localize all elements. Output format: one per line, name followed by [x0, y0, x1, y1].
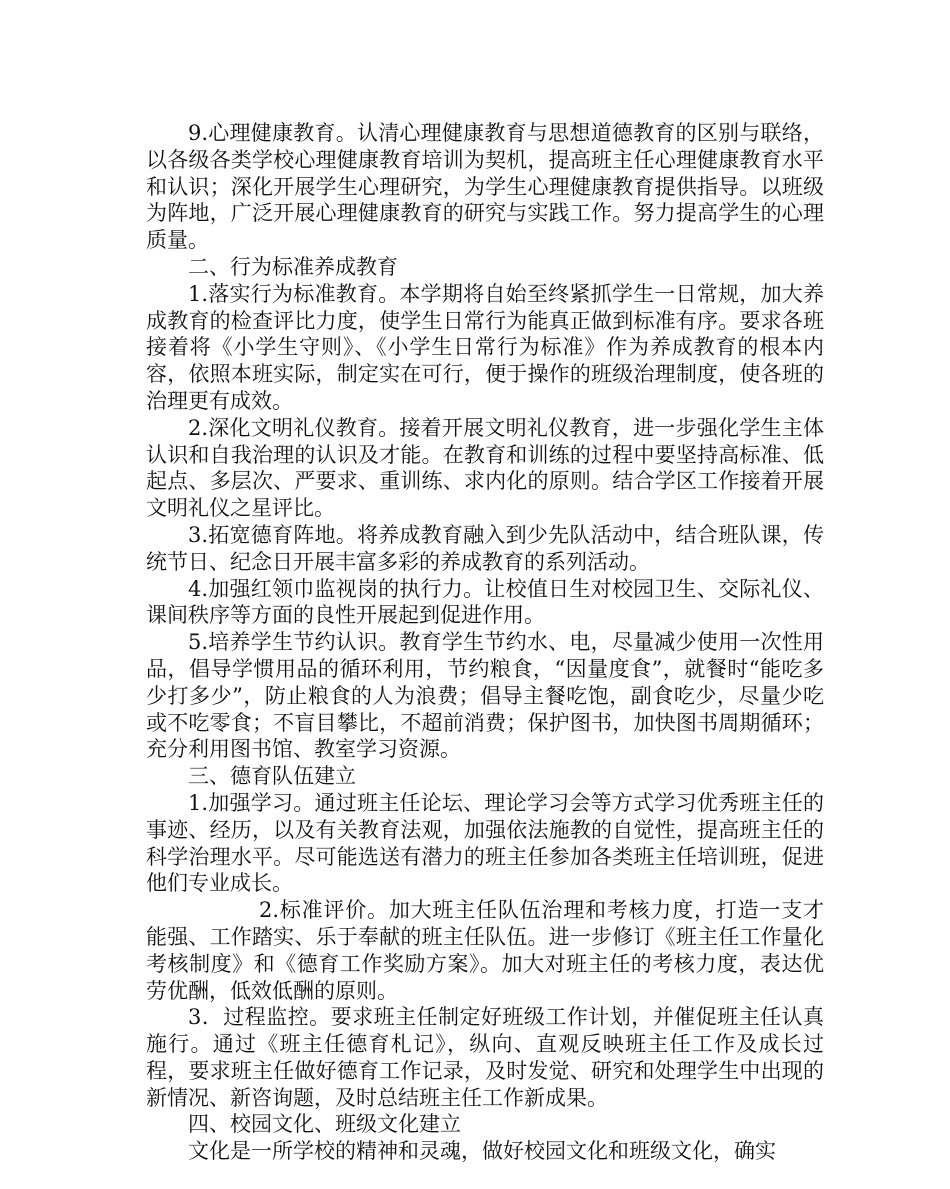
paragraph-study: 1.加强学习。通过班主任论坛、理论学习会等方式学习优秀班主任的事迹、经历，以及有关教育法观，加强依法施教的自觉性，提高班主任的科学治理水平。尽可能选送有潜力的班主任参加各类班主任培训班，促进他们专业成长。 [146, 790, 824, 896]
paragraph-mental-health: 9.心理健康教育。认清心理健康教育与思想道德教育的区别与联络，以各级各类学校心理健康教育培训为契机，提高班主任心理健康教育水平和认识；深化开展学生心理研究，为学生心理健康教育提供指导。以班级为阵地，广泛开展心理健康教育的研究与实践工作。努力提高学生的心理质量。 [146, 121, 824, 253]
document-body [146, 120, 824, 1165]
paragraph-culture: 文化是一所学校的精神和灵魂，做好校园文化和班级文化，确实 [188, 1139, 776, 1164]
section-heading-team: 三、德育队伍建立 [188, 764, 356, 789]
paragraph-monitoring: 3．过程监控。要求班主任制定好班级工作计划，并催促班主任认真施行。通过《班主任德育札记》，纵向、直观反映班主任工作及成长过程，要求班主任做好德育工作记录，及时发觉、研究和处理学生中出现的新情况、新咨询题，及时总结班主任工作新成果。 [146, 1005, 824, 1110]
paragraph-thrift: 5.培养学生节约认识。教育学生节约水、电，尽量减少使用一次性用品，倡导学惯用品的循环利用，节约粮食，“因量度食”，就餐时“能吃多少打多少”，防止粮食的人为浪费；倡导主餐吃饱，副食吃少，尽量少吃或不吃零食；不盲目攀比，不超前消费；保护图书，加快图书周期循环；充分利用图书馆、教室学习资源。 [146, 630, 824, 762]
paragraph-etiquette: 2.深化文明礼仪教育。接着开展文明礼仪教育，进一步强化学生主体认识和自我治理的认识及才能。在教育和训练的过程中要坚持高标准、低起点、多层次、严要求、重训练、求内化的原则。结合学区工作接着开展文明礼仪之星评比。 [146, 415, 824, 521]
paragraph-red-scarf-post: 4.加强红领巾监视岗的执行力。让校值日生对校园卫生、交际礼仪、课间秩序等方面的良性开展起到促进作用。 [146, 576, 824, 628]
paragraph-moral-base: 3.拓宽德育阵地。将养成教育融入到少先队活动中，结合班队课，传统节日、纪念日开展丰富多彩的养成教育的系列活动。 [146, 522, 824, 574]
paragraph-behavior-standard: 1.落实行为标准教育。本学期将自始至终紧抓学生一日常规，加大养成教育的检查评比力度，使学生日常行为能真正做到标准有序。要求各班接着将《小学生守则》、《小学生日常行为标准》作为养成教育的根本内容，依照本班实际，制定实在可行，便于操作的班级治理制度，使各班的治理更有成效。 [146, 281, 824, 413]
paragraph-evaluation: 2.标准评价。加大班主任队伍治理和考核力度，打造一支才能强、工作踏实、乐于奉献的班主任队伍。进一步修订《班主任工作量化考核制度》和《德育工作奖励方案》。加大对班主任的考核力度，表达优劳优酬，低效低酬的原则。 [146, 898, 824, 1003]
section-heading-behavior: 二、行为标准养成教育 [188, 254, 398, 279]
section-heading-culture: 四、校园文化、班级文化建立 [188, 1112, 461, 1137]
